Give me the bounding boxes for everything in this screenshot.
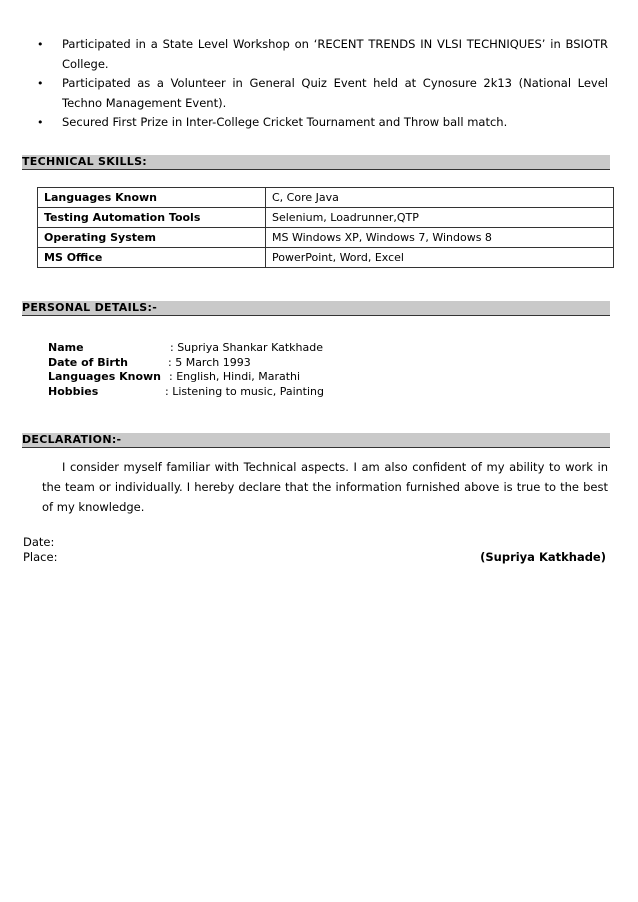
detail-value: : 5 March 1993 [168,355,251,369]
achievement-text: Secured First Prize in Inter-College Cricket Tournament and Throw ball match. [62,115,508,129]
table-row [38,208,614,228]
skill-key: Languages Known [38,188,266,208]
declaration-text: I consider myself familiar with Technical aspects. I am also confident of my ability to work in the team or individually. I hereby declare that the information furnished above is true to the best of my knowledge. [42,460,608,514]
detail-key: Hobbies [48,384,99,398]
signature-name: (Supriya Katkhade) [480,550,606,564]
achievement-text: Participated as a Volunteer in General Quiz Event held at Cynosure 2k13 (National Level Techno Management Event). [62,76,608,110]
skill-value: C, Core Java [266,188,614,208]
declaration-heading: DECLARATION:- [22,433,610,448]
list-item [32,74,608,113]
date-label: Date: [23,535,55,549]
personal-details-heading: PERSONAL DETAILS:- [22,301,610,316]
skill-value: MS Windows XP, Windows 7, Windows 8 [266,228,614,248]
list-item [32,35,608,74]
bullet-icon: • [37,38,44,51]
detail-key: Languages Known [48,370,162,383]
achievement-text: Participated in a State Level Workshop on ‘RECENT TRENDS IN VLSI TECHNIQUES’ in BSIOTR College. [62,37,608,71]
table-row [38,188,614,208]
detail-value: : Listening to music, Painting [165,384,324,398]
detail-key: Date of Birth [48,355,128,369]
list-item [32,113,608,133]
place-label: Place: [23,550,58,564]
skill-key: Testing Automation Tools [38,208,266,228]
technical-skills-heading: TECHNICAL SKILLS: [22,155,610,170]
skill-value: PowerPoint, Word, Excel [266,248,614,268]
skills-table [37,187,614,268]
table-row [38,228,614,248]
skill-key: Operating System [38,228,266,248]
achievements-list [32,35,608,133]
table-row [38,248,614,268]
bullet-icon: • [37,116,44,129]
detail-value: : Supriya Shankar Katkhade [170,341,323,354]
skill-value: Selenium, Loadrunner,QTP [266,208,614,228]
detail-key: Name [48,341,84,354]
bullet-icon: • [37,77,44,90]
detail-value: : English, Hindi, Marathi [169,370,301,383]
skill-key: MS Office [38,248,266,268]
